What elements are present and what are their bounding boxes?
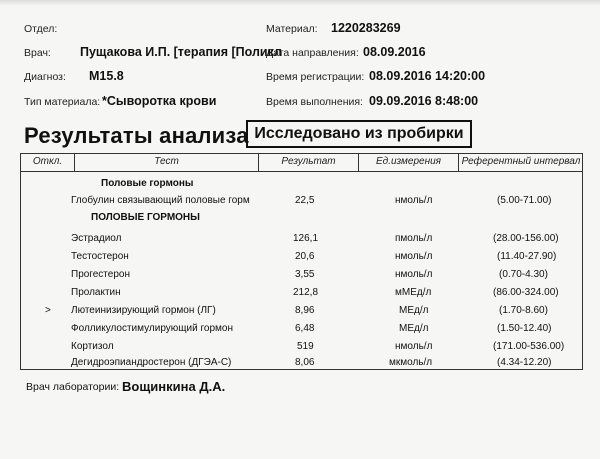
row-result: 8,96 bbox=[295, 305, 315, 316]
row-test: Фолликулостимулирующий гормон bbox=[71, 323, 233, 334]
row-flag: > bbox=[45, 305, 51, 316]
col-reference: Референтный интервал bbox=[461, 156, 581, 167]
diagnosis-label: Диагноз: bbox=[24, 71, 66, 83]
col-test: Тест bbox=[154, 156, 179, 167]
row-reference: (1.50-12.40) bbox=[497, 323, 552, 334]
material-label: Материал: bbox=[266, 23, 318, 35]
row-result: 20,6 bbox=[295, 251, 315, 262]
row-reference: (86.00-324.00) bbox=[493, 287, 559, 298]
row-reference: (5.00-71.00) bbox=[497, 195, 552, 206]
completion-time-label: Время выполнения: bbox=[266, 96, 363, 108]
row-result: 6,48 bbox=[295, 323, 315, 334]
row-test: Эстрадиол bbox=[71, 233, 122, 244]
registration-time-label: Время регистрации: bbox=[266, 71, 365, 83]
material-type-label: Тип материала: bbox=[24, 96, 101, 108]
group-label: ПОЛОВЫЕ ГОРМОНЫ bbox=[91, 212, 200, 223]
col-unit: Ед.измерения bbox=[375, 156, 442, 167]
row-result: 22,5 bbox=[295, 195, 315, 206]
table-row bbox=[21, 320, 582, 338]
material-value: 1220283269 bbox=[331, 21, 401, 35]
row-unit: пмоль/л bbox=[395, 233, 433, 244]
row-unit: мМЕд/л bbox=[395, 287, 432, 298]
row-result: 212,8 bbox=[293, 287, 319, 298]
group-label: Половые гормоны bbox=[101, 178, 194, 189]
row-result: 8,06 bbox=[295, 357, 315, 368]
lab-doctor-value: Вощинкина Д.А. bbox=[122, 379, 226, 394]
table-row bbox=[21, 248, 582, 266]
row-unit: нмоль/л bbox=[395, 341, 433, 352]
table-row bbox=[21, 354, 582, 372]
row-unit: мкмоль/л bbox=[389, 357, 433, 368]
row-result: 3,55 bbox=[295, 269, 315, 280]
material-type-value: *Сыворотка крови bbox=[102, 94, 217, 108]
doctor-label: Врач: bbox=[24, 47, 51, 59]
row-unit: нмоль/л bbox=[395, 251, 433, 262]
doctor-value: Пущакова И.П. [терапия [Поликл bbox=[80, 45, 282, 59]
table-row bbox=[21, 192, 582, 210]
row-reference: (0.70-4.30) bbox=[499, 269, 548, 280]
diagnosis-value: M15.8 bbox=[89, 69, 124, 83]
tube-note-box: Исследовано из пробирки bbox=[246, 120, 472, 148]
row-test: Кортизол bbox=[71, 341, 114, 352]
completion-time-value: 09.09.2016 8:48:00 bbox=[369, 94, 479, 108]
registration-time-value: 08.09.2016 14:20:00 bbox=[369, 69, 486, 83]
table-row bbox=[21, 284, 582, 302]
row-reference: (171.00-536.00) bbox=[493, 341, 565, 352]
row-test: Тестостерон bbox=[71, 251, 129, 262]
row-reference: (4.34-12.20) bbox=[497, 357, 552, 368]
row-unit: МЕд/л bbox=[399, 323, 429, 334]
row-test: Прогестерон bbox=[71, 269, 130, 280]
col-deviation: Откл. bbox=[32, 156, 63, 167]
department-label: Отдел: bbox=[24, 23, 58, 35]
row-result: 519 bbox=[297, 341, 314, 352]
group-row bbox=[21, 175, 582, 193]
page-title: Результаты анализа bbox=[24, 123, 249, 148]
row-reference: (28.00-156.00) bbox=[493, 233, 559, 244]
row-result: 126,1 bbox=[293, 233, 319, 244]
table-row bbox=[21, 230, 582, 248]
row-reference: (1.70-8.60) bbox=[499, 305, 548, 316]
row-unit: нмоль/л bbox=[395, 195, 433, 206]
row-test: Глобулин связывающий половые горм bbox=[71, 195, 250, 206]
table-row bbox=[21, 266, 582, 284]
table-header bbox=[21, 154, 582, 172]
row-unit: МЕд/л bbox=[399, 305, 429, 316]
col-result: Результат bbox=[281, 156, 336, 167]
row-test: Дегидроэпиандростерон (ДГЭА-С) bbox=[71, 357, 232, 368]
scan-top-edge bbox=[0, 0, 600, 6]
row-test: Лютеинизирующий гормон (ЛГ) bbox=[71, 305, 216, 316]
results-table bbox=[20, 153, 583, 370]
referral-date-label: Дата направления: bbox=[266, 47, 359, 59]
row-test: Пролактин bbox=[71, 287, 121, 298]
referral-date-value: 08.09.2016 bbox=[363, 45, 426, 59]
group-row bbox=[21, 209, 582, 227]
row-unit: нмоль/л bbox=[395, 269, 433, 280]
lab-doctor-label: Врач лаборатории: bbox=[26, 381, 120, 393]
row-reference: (11.40-27.90) bbox=[497, 251, 557, 262]
table-row bbox=[21, 302, 582, 320]
